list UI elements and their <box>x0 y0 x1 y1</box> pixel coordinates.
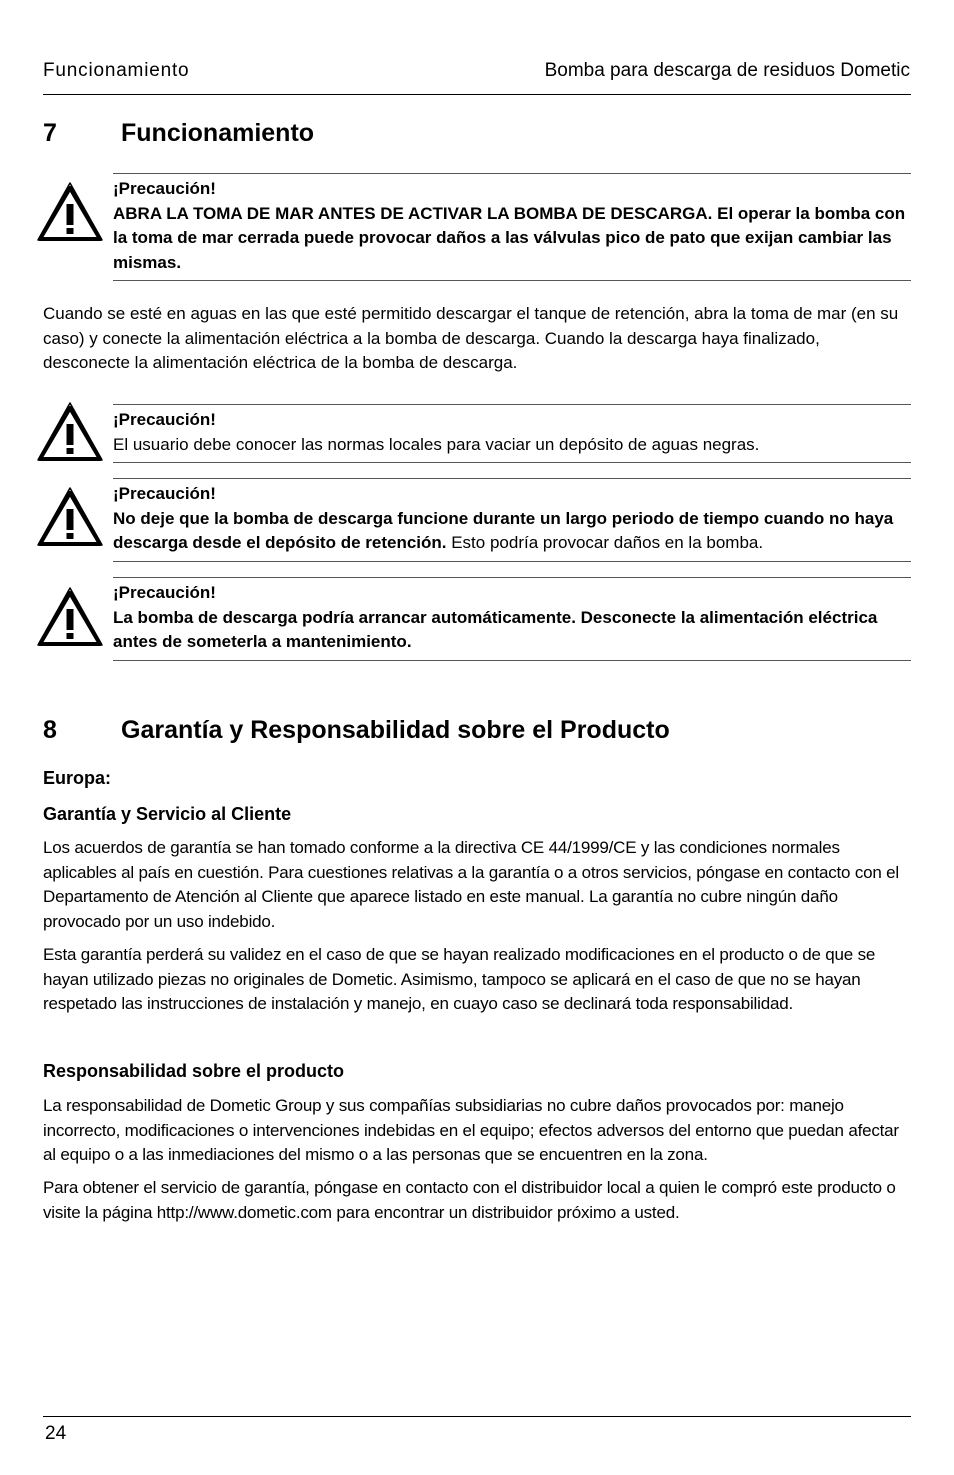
warning-text <box>113 507 913 556</box>
warning-label: ¡Precaución! <box>113 179 216 198</box>
liability-paragraph: Para obtener el servicio de garantía, póngase en contacto con el distribuidor local a quien le compró este producto o visite la página http://www.dometic.com para encontrar un distribuidor próximo a usted. <box>43 1178 896 1222</box>
running-header-left: Funcionamiento <box>43 60 190 81</box>
section-title: Funcionamiento <box>121 119 315 147</box>
warning-bottom-rule <box>113 462 911 463</box>
warning-triangle-icon <box>36 182 104 242</box>
warning-top-rule <box>113 478 911 479</box>
warranty-paragraph: Esta garantía perderá su validez en el caso de que se hayan realizado modificaciones en el producto o de que se hayan utilizado piezas no originales de Dometic. Asimismo, tampoco se aplicará en el caso de que no se hayan respetado las instrucciones de instalación y manejo, en cuayo caso se declinará toda responsabilidad. <box>43 945 876 1013</box>
running-header-right: Bomba para descarga de residuos Dometic <box>544 60 910 81</box>
warning-label: ¡Precaución! <box>113 583 216 602</box>
warranty-heading: Garantía y Servicio al Cliente <box>43 804 292 824</box>
warning-text: ABRA LA TOMA DE MAR ANTES DE ACTIVAR LA BOMBA DE DESCARGA. El operar la bomba con la toma de mar cerrada puede provocar daños a las válvulas pico de pato que exijan cambiar las mismas. <box>113 203 906 272</box>
liability-paragraph: La responsabilidad de Dometic Group y sus compañías subsidiarias no cubre daños provocados por: manejo incorrecto, modificaciones o intervenciones indebidas en el equipo; efectos adversos del entorno que puedan afectar al equipo o a las inmediaciones del mismo o a las personas que se encuentren en la zona. <box>43 1096 899 1164</box>
warning-text: La bomba de descarga podría arrancar automáticamente. Desconecte la alimentación eléctrica antes de someterla a mantenimiento. <box>113 607 878 651</box>
warning-text: El usuario debe conocer las normas locales para vaciar un depósito de aguas negras. <box>113 434 760 454</box>
warning-text-regular: Esto podría provocar daños en la bomba. <box>446 533 764 552</box>
warning-top-rule <box>113 173 911 174</box>
warning-block <box>113 482 913 556</box>
warning-block <box>113 408 913 457</box>
warning-bottom-rule <box>113 561 911 562</box>
warning-top-rule <box>113 404 911 405</box>
warning-label: ¡Precaución! <box>113 410 216 429</box>
section-number: 8 <box>43 716 57 744</box>
warranty-paragraph: Los acuerdos de garantía se han tomado conforme a la directiva CE 44/1999/CE y las condiciones normales aplicables al país en cuestión. Para cuestiones relativas a la garantía o a otros servicios, póngase en contacto con el Departamento de Atención al Cliente que aparece listado en este manual. La garantía no cubre ningún daño provocado por un uso indebido. <box>43 838 900 931</box>
page-number: 24 <box>45 1423 67 1444</box>
header-rule <box>43 94 911 95</box>
warning-triangle-icon <box>36 587 104 647</box>
warning-bottom-rule <box>113 280 911 281</box>
warning-triangle-icon <box>36 487 104 547</box>
body-paragraph: Cuando se esté en aguas en las que esté permitido descargar el tanque de retención, abra la toma de mar (en su caso) y conecte la alimentación eléctrica a la bomba de descarga. Cuando la descarga haya finalizado, desconecte la alimentación eléctrica de la bomba de descarga. <box>43 304 899 372</box>
warning-triangle-icon <box>36 402 104 462</box>
warning-top-rule <box>113 577 911 578</box>
footer-rule <box>43 1416 911 1417</box>
liability-heading: Responsabilidad sobre el producto <box>43 1061 345 1081</box>
warning-block <box>113 177 913 275</box>
warning-text-bold: No deje que la bomba de descarga funcione durante un largo periodo de tiempo cuando no haya descarga desde el depósito de retención. <box>113 508 894 552</box>
warning-label: ¡Precaución! <box>113 484 216 503</box>
warning-bottom-rule <box>113 660 911 661</box>
section-number: 7 <box>43 119 57 147</box>
region-heading: Europa: <box>43 768 112 788</box>
section-title: Garantía y Responsabilidad sobre el Producto <box>121 716 670 744</box>
warning-block <box>113 581 913 655</box>
